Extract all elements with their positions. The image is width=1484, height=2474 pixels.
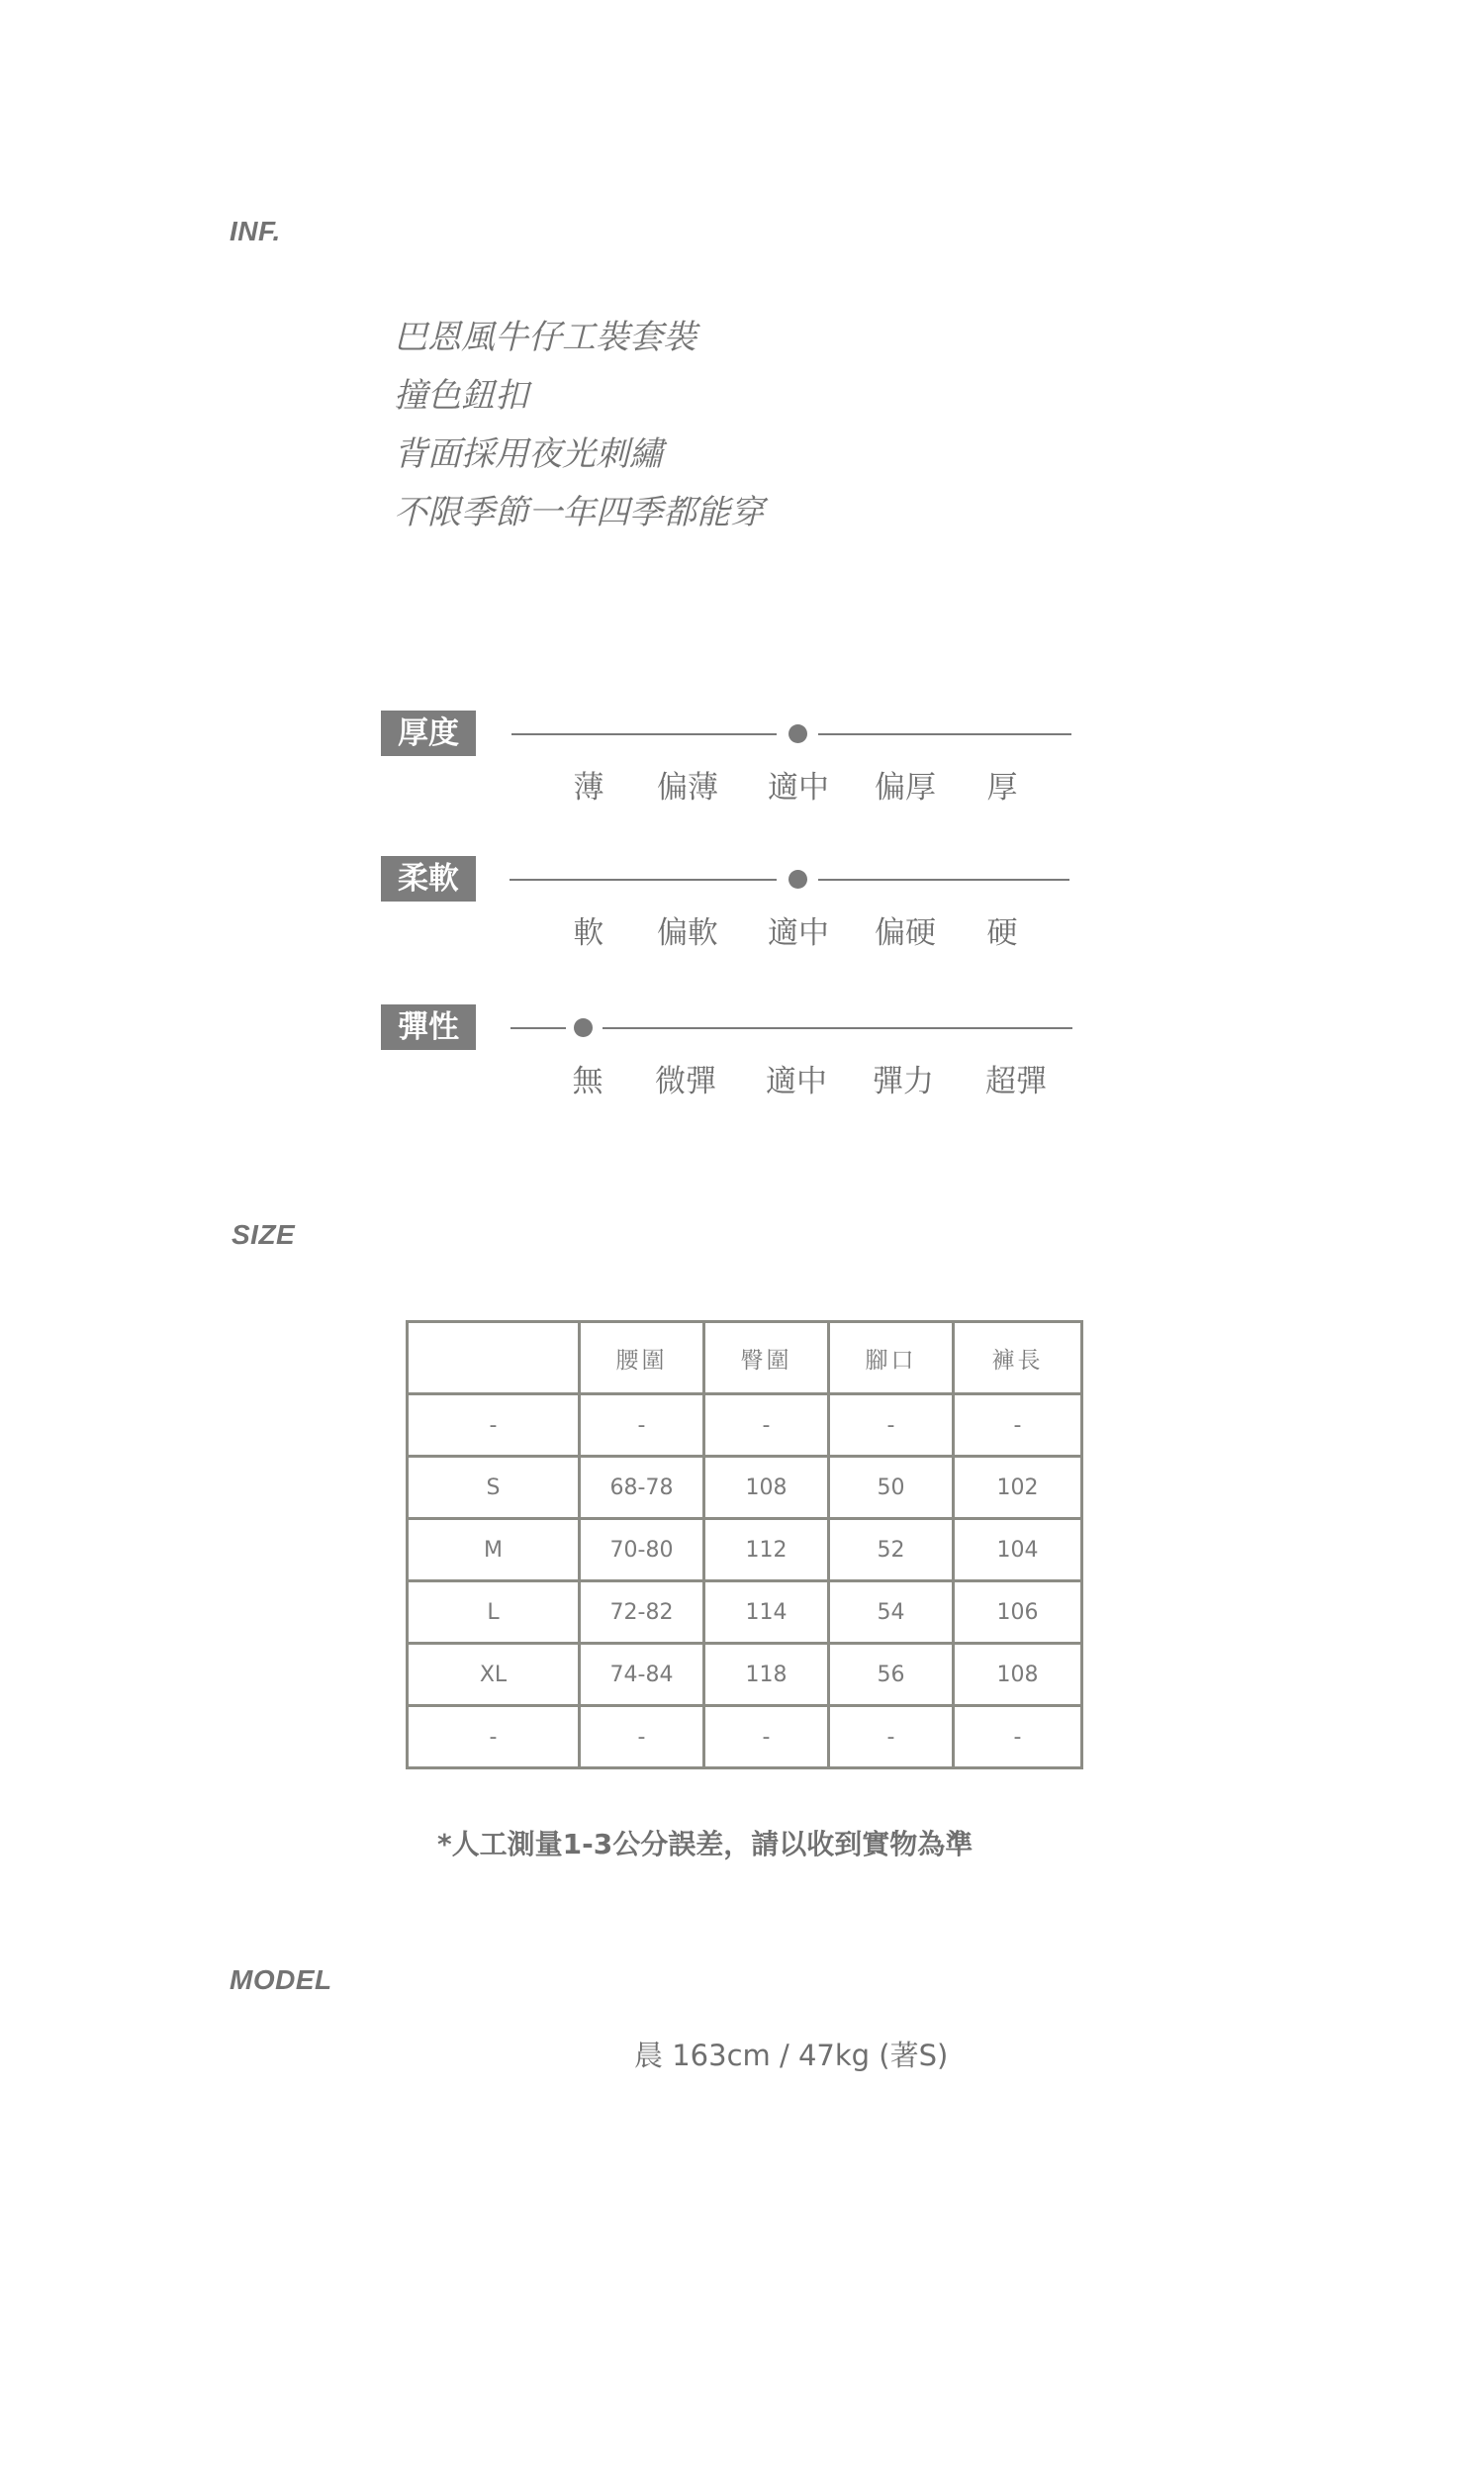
table-row — [408, 1644, 1082, 1706]
size-table — [406, 1320, 1083, 1769]
scale-option: 適中 — [768, 915, 829, 951]
scale-label: 厚度 — [381, 711, 476, 756]
scale-option: 硬 — [986, 915, 1018, 951]
section-title-size: SIZE — [232, 1219, 296, 1250]
table-row — [408, 1457, 1082, 1519]
scale-track-right — [818, 879, 1069, 881]
table-cell: 104 — [954, 1519, 1082, 1581]
measurement-note: *人工測量1-3公分誤差，請以收到實物為準 — [437, 1828, 974, 1860]
table-cell: - — [954, 1394, 1082, 1457]
table-cell: - — [408, 1706, 580, 1768]
table-cell: - — [408, 1394, 580, 1457]
table-row — [408, 1519, 1082, 1581]
scale-track-right — [603, 1027, 1072, 1029]
scale-softness — [381, 856, 1093, 975]
table-cell: 118 — [704, 1644, 829, 1706]
scale-option: 微彈 — [655, 1064, 716, 1099]
scale-indicator-dot — [788, 870, 807, 889]
table-cell: 56 — [829, 1644, 954, 1706]
section-title-inf: INF. — [230, 216, 281, 246]
table-cell: M — [408, 1519, 580, 1581]
table-cell: 52 — [829, 1519, 954, 1581]
description-line: 巴恩風牛仔工裝套裝 — [394, 318, 696, 357]
table-row — [408, 1581, 1082, 1644]
scale-option: 偏厚 — [875, 770, 936, 806]
product-description — [394, 309, 764, 542]
table-cell: 72-82 — [580, 1581, 704, 1644]
scale-option: 薄 — [573, 770, 604, 806]
table-cell: 50 — [829, 1457, 954, 1519]
table-cell: S — [408, 1457, 580, 1519]
table-cell: 108 — [704, 1457, 829, 1519]
scale-option: 軟 — [573, 915, 604, 951]
table-cell: XL — [408, 1644, 580, 1706]
column-header: 腳口 — [829, 1322, 954, 1394]
scale-option: 超彈 — [985, 1064, 1047, 1099]
scale-option: 偏硬 — [875, 915, 936, 951]
table-cell: 106 — [954, 1581, 1082, 1644]
table-cell: - — [954, 1706, 1082, 1768]
table-cell: 70-80 — [580, 1519, 704, 1581]
description-line: 背面採用夜光刺繡 — [394, 434, 663, 474]
scale-elasticity — [381, 1004, 1093, 1123]
scale-option: 厚 — [986, 770, 1018, 806]
table-row — [408, 1394, 1082, 1457]
description-line: 撞色鈕扣 — [394, 376, 528, 416]
scale-option: 適中 — [768, 770, 829, 806]
column-header: 褲長 — [954, 1322, 1082, 1394]
scale-thickness — [381, 711, 1093, 829]
table-cell: 74-84 — [580, 1644, 704, 1706]
table-cell: 108 — [954, 1644, 1082, 1706]
description-line: 不限季節一年四季都能穿 — [394, 493, 764, 532]
scale-option: 無 — [572, 1064, 603, 1099]
table-row — [408, 1706, 1082, 1768]
scale-track-left — [511, 733, 777, 735]
table-cell: 68-78 — [580, 1457, 704, 1519]
scale-option: 彈力 — [873, 1064, 934, 1099]
table-cell: - — [580, 1394, 704, 1457]
scale-track-left — [510, 1027, 566, 1029]
section-title-model: MODEL — [230, 1964, 332, 1995]
table-cell: - — [829, 1394, 954, 1457]
scale-option: 偏軟 — [657, 915, 718, 951]
table-cell: - — [580, 1706, 704, 1768]
scale-track-left — [510, 879, 777, 881]
column-header: 臀圍 — [704, 1322, 829, 1394]
table-cell: - — [704, 1394, 829, 1457]
scale-option: 適中 — [766, 1064, 827, 1099]
table-cell: - — [829, 1706, 954, 1768]
table-cell: 112 — [704, 1519, 829, 1581]
scale-label: 彈性 — [381, 1004, 476, 1050]
column-header — [408, 1322, 580, 1394]
table-cell: 114 — [704, 1581, 829, 1644]
table-header-row — [408, 1322, 1082, 1394]
scale-label: 柔軟 — [381, 856, 476, 902]
model-info: 晨 163cm / 47kg (著S) — [634, 2039, 949, 2072]
table-cell: 102 — [954, 1457, 1082, 1519]
scale-option: 偏薄 — [657, 770, 718, 806]
table-cell: 54 — [829, 1581, 954, 1644]
table-cell: L — [408, 1581, 580, 1644]
scale-track-right — [818, 733, 1071, 735]
table-cell: - — [704, 1706, 829, 1768]
scale-indicator-dot — [574, 1018, 593, 1037]
column-header: 腰圍 — [580, 1322, 704, 1394]
scale-indicator-dot — [788, 724, 807, 743]
